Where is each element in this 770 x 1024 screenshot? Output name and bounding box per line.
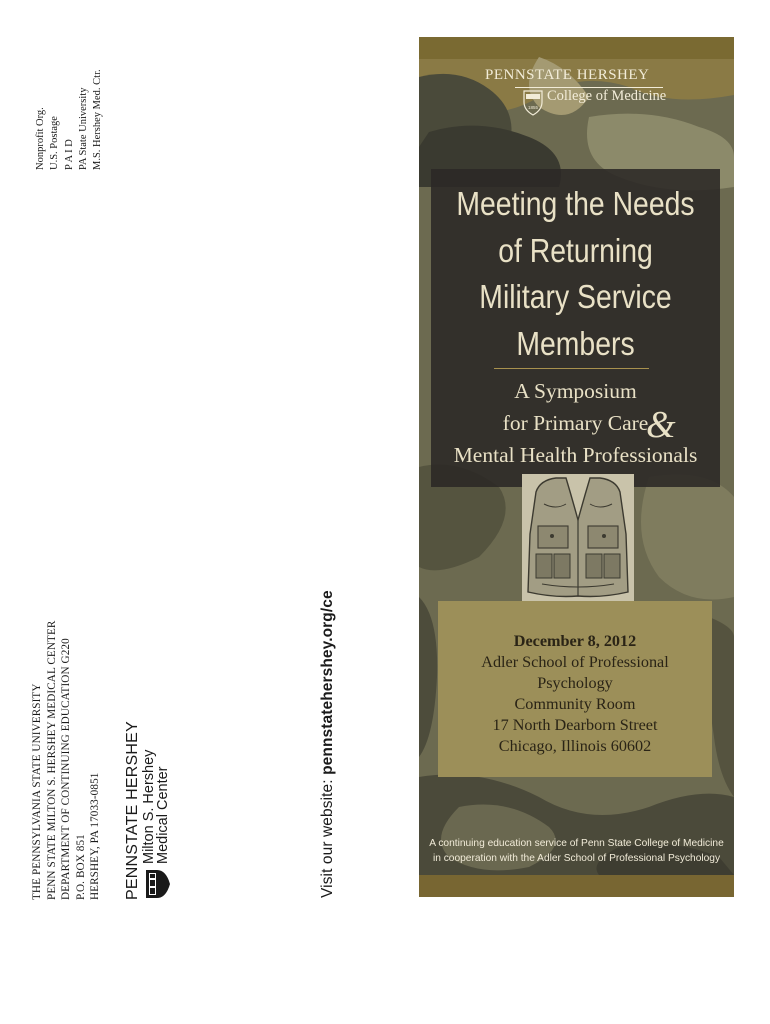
postage-line: Nonprofit Org. (35, 107, 46, 170)
event-date: December 8, 2012 (513, 632, 637, 650)
address-line: HERSHEY, PA 17033-0851 (89, 772, 102, 900)
sponsor-line: in cooperation with the Adler School of Professional Psychology (432, 852, 721, 864)
sponsor-note (419, 837, 734, 866)
title-line: Military Service (479, 278, 672, 315)
postage-line: U.S. Postage (49, 116, 61, 170)
penn-state-hershey-wordmark: PENNSTATE HERSHEY (485, 67, 650, 83)
website-callout (319, 590, 337, 898)
title-line: of Returning (498, 231, 653, 269)
website-url-link[interactable]: pennstatehershey.org/ce (319, 590, 336, 775)
postage-line: PA State University (77, 87, 89, 170)
shield-year: 1855 (527, 105, 539, 110)
postage-line: P A I D (63, 139, 75, 170)
college-name: College of Medicine (547, 88, 667, 104)
medical-center-name-line1: Milton S. Hershey (141, 749, 157, 864)
brochure-cover (419, 37, 734, 897)
title-divider (494, 368, 649, 369)
subtitle-line: Mental Health Professionals (453, 443, 698, 467)
ampersand-glyph: & (646, 404, 676, 446)
subtitle-line: A Symposium (514, 379, 637, 403)
shield-icon (523, 90, 543, 116)
venue-line: 17 North Dearborn Street (492, 716, 658, 734)
postage-line: M.S. Hershey Med. Ctr. (92, 69, 104, 170)
venue-line: Community Room (514, 695, 636, 713)
title-line: Meeting the Needs (456, 185, 695, 222)
page-title (451, 181, 700, 367)
venue-line: Psychology (537, 674, 613, 692)
hershey-medical-center-logo (120, 700, 180, 900)
website-label: Visit our website: (319, 774, 336, 898)
address-line: DEPARTMENT OF CONTINUING EDUCATION G220 (60, 638, 73, 900)
address-line: THE PENNSYLVANIA STATE UNIVERSITY (31, 683, 43, 900)
venue-line: Adler School of Professional (481, 653, 669, 671)
sponsor-line: A continuing education service of Penn State College of Medicine (429, 838, 724, 849)
return-address (30, 621, 103, 900)
title-line: Members (516, 324, 635, 362)
medical-center-name-line2: Medical Center (155, 766, 171, 864)
title-panel (431, 169, 720, 487)
subtitle (431, 375, 720, 471)
subtitle-line: for Primary Care (502, 411, 649, 435)
venue-line: Chicago, Illinois 60602 (498, 737, 652, 755)
penn-state-hershey-wordmark: PENNSTATE HERSHEY (124, 721, 141, 900)
military-vest-illustration (522, 474, 634, 604)
address-line: P.O. BOX 851 (74, 834, 87, 900)
medical-center-name (142, 750, 170, 864)
shield-icon (145, 868, 171, 900)
postage-indicia (34, 69, 105, 170)
college-of-medicine-logo (485, 67, 734, 127)
event-details (438, 601, 712, 777)
address-line: PENN STATE MILTON S. HERSHEY MEDICAL CENTER (45, 620, 58, 900)
